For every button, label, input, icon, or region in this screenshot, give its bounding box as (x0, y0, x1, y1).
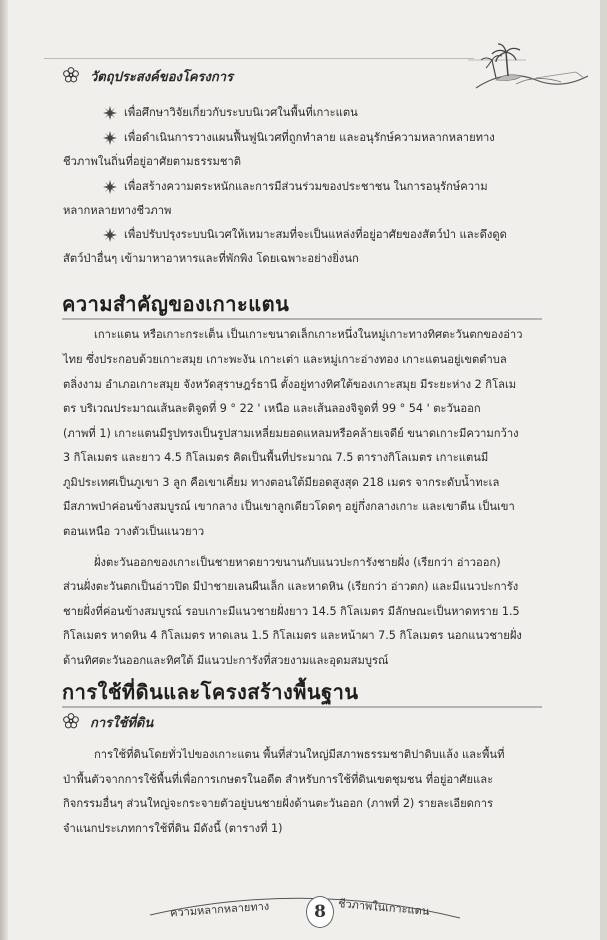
dharma-wheel-bullet-icon (103, 131, 117, 145)
landuse-heading-rule (62, 706, 542, 708)
importance-para2-line-1: ฝั่งตะวันออกของเกาะเป็นชายหาดยาวขนานกับแนวปะการังชายฝั่ง (เรียกว่า อ่าวออก) (94, 556, 501, 569)
landuse-para-line-3: กิจกรรมอื่นๆ ส่วนใหญ่จะกระจายตัวอยู่บนชายฝั่งด้านตะวันออก (ภาพที่ 2) รายละเอียดการ (63, 797, 493, 810)
importance-para1-line-8: มีสภาพป่าค่อนข้างสมบูรณ์ เขากลาง เป็นเขาลูกเดียวโดดๆ อยู่กึ่งกลางเกาะ และเขาตีน เป็นเขา (63, 500, 515, 513)
objective-1-line-1: เพื่อศึกษาวิจัยเกี่ยวกับระบบนิเวศในพื้นที่เกาะแตน (124, 106, 358, 119)
importance-para2-line-5: ด้านทิศตะวันออกและทิศใต้ มีแนวปะการังที่สวยงามและอุดมสมบูรณ์ (63, 654, 389, 667)
importance-para2-line-4: กิโลเมตร หาดหิน 4 กิโลเมตร หาดเลน 1.5 กิโลเมตร และหน้าผา 7.5 กิโลเมตร นอกแนวชายฝั่ง (63, 629, 522, 642)
flower-bullet-icon (62, 712, 80, 730)
flower-bullet-icon (62, 66, 80, 84)
importance-para1-line-1: เกาะแตน หรือเกาะกระเต็น เป็นเกาะขนาดเล็กเกาะหนึ่งในหมู่เกาะทางทิศตะวันตกของอ่าว (94, 328, 523, 341)
dharma-wheel-bullet-icon (103, 228, 117, 242)
importance-para2-line-2: ส่วนฝั่งตะวันตกเป็นอ่าวปิด มีป่าชายเลนผืนเล็ก และหาดหิน (เรียกว่า อ่าวตก) และมีแนวปะการัง (63, 580, 519, 593)
landuse-para-line-1: การใช้ที่ดินโดยทั่วไปของเกาะแตน พื้นที่ส่วนใหญ่มีสภาพธรรมชาติปาดิบแล้ง และพื้นที่ (94, 748, 505, 761)
objective-3-line-1: เพื่อสร้างความตระหนักและการมีส่วนร่วมของประชาชน ในการอนุรักษ์ความ (124, 180, 488, 193)
importance-para2-line-3: ชายฝั่งที่ค่อนข้างสมบูรณ์ รอบเกาะมีแนวชายฝั่งยาว 14.5 กิโลเมตร มีลักษณะเป็นหาดทราย 1.5 (63, 605, 520, 618)
importance-para1-line-2: ไทย ซึ่งประกอบด้วยเกาะสมุย เกาะพะงัน เกาะเต่า และหมู่เกาะอ่างทอง เกาะแตนอยู่เขตตำบล (63, 353, 507, 366)
importance-para1-line-9: ตอนเหนือ วางตัวเป็นแนวยาว (63, 525, 205, 538)
importance-heading-rule (62, 318, 542, 320)
landuse-subheading: การใช้ที่ดิน (90, 716, 154, 731)
importance-para1-line-5: (ภาพที่ 1) เกาะแตนมีรูปทรงเป็นรูปสามเหลี่ยมยอดแหลมหรือคล้ายเจดีย์ ขนาดเกาะมีความกว้าง (63, 427, 519, 440)
importance-para1-line-3: ตลิ่งงาม อำเภอเกาะสมุย จังหวัดสุราษฎร์ธานี ตั้งอยู่ทางทิศใต้ของเกาะสมุย มีระยะห่าง 2 กิโลเม (63, 378, 517, 391)
header-rule (44, 58, 474, 59)
page-spine-shadow (0, 0, 8, 940)
island-palm-icon (466, 38, 591, 98)
objective-4-line-2: สัตว์ป่าอื่นๆ เข้ามาหาอาหารและที่พักพิง โดยเฉพาะอย่างยิ่งนก (63, 252, 359, 265)
importance-para1-line-7: ภูมิประเทศเป็นภูเขา 3 ลูก คือเขาเคี่ยม ทางตอนใต้มียอดสูงสุด 218 เมตร จากระดับน้ำทะเล (63, 476, 500, 489)
footer-left-text: ความหลากหลายทาง (169, 899, 270, 920)
importance-heading: ความสำคัญของเกาะแตน (62, 292, 290, 316)
footer-right-text: ชีวภาพในเกาะแตน (337, 897, 430, 918)
landuse-para-line-4: จำแนกประเภทการใช้ที่ดิน มีดังนี้ (ตารางที่ 1) (63, 822, 283, 835)
landuse-heading: การใช้ที่ดินและโครงสร้างพื้นฐาน (62, 680, 359, 704)
dharma-wheel-bullet-icon (103, 180, 117, 194)
landuse-para-line-2: ป่าพื้นตัวจากการใช้พื้นที่เพื่อการเกษตรในอดีต สำหรับการใช้ที่ดินเขตชุมชน ที่อยู่อาศัยและ (63, 773, 494, 786)
objective-2-line-2: ชีวภาพในถิ่นที่อยู่อาศัยตามธรรมชาติ (63, 155, 242, 168)
objective-2-line-1: เพื่อดำเนินการวางแผนฟื้นฟูนิเวศที่ถูกทำลาย และอนุรักษ์ความหลากหลายทาง (124, 131, 495, 144)
importance-para1-line-6: 3 กิโลเมตร และยาว 4.5 กิโลเมตร คิดเป็นพื้นที่ประมาณ 7.5 ตารางกิโลเมตร เกาะแตนมี (63, 451, 489, 464)
page-number: 8 (306, 896, 334, 928)
objective-3-line-2: หลากหลายทางชีวภาพ (63, 204, 172, 217)
objectives-heading: วัตถุประสงค์ของโครงการ (90, 70, 234, 85)
objective-4-line-1: เพื่อปรับปรุงระบบนิเวศให้เหมาะสมที่จะเป็นแหล่งที่อยู่อาศัยของสัตว์ป่า และดึงดูด (124, 228, 507, 241)
importance-para1-line-4: ตร บริเวณประมาณเส้นละติจูดที่ 9 ° 22 ' เหนือ และเส้นลองจิจูดที่ 99 ° 54 ' ตะวันออก (63, 402, 481, 415)
dharma-wheel-bullet-icon (103, 106, 117, 120)
